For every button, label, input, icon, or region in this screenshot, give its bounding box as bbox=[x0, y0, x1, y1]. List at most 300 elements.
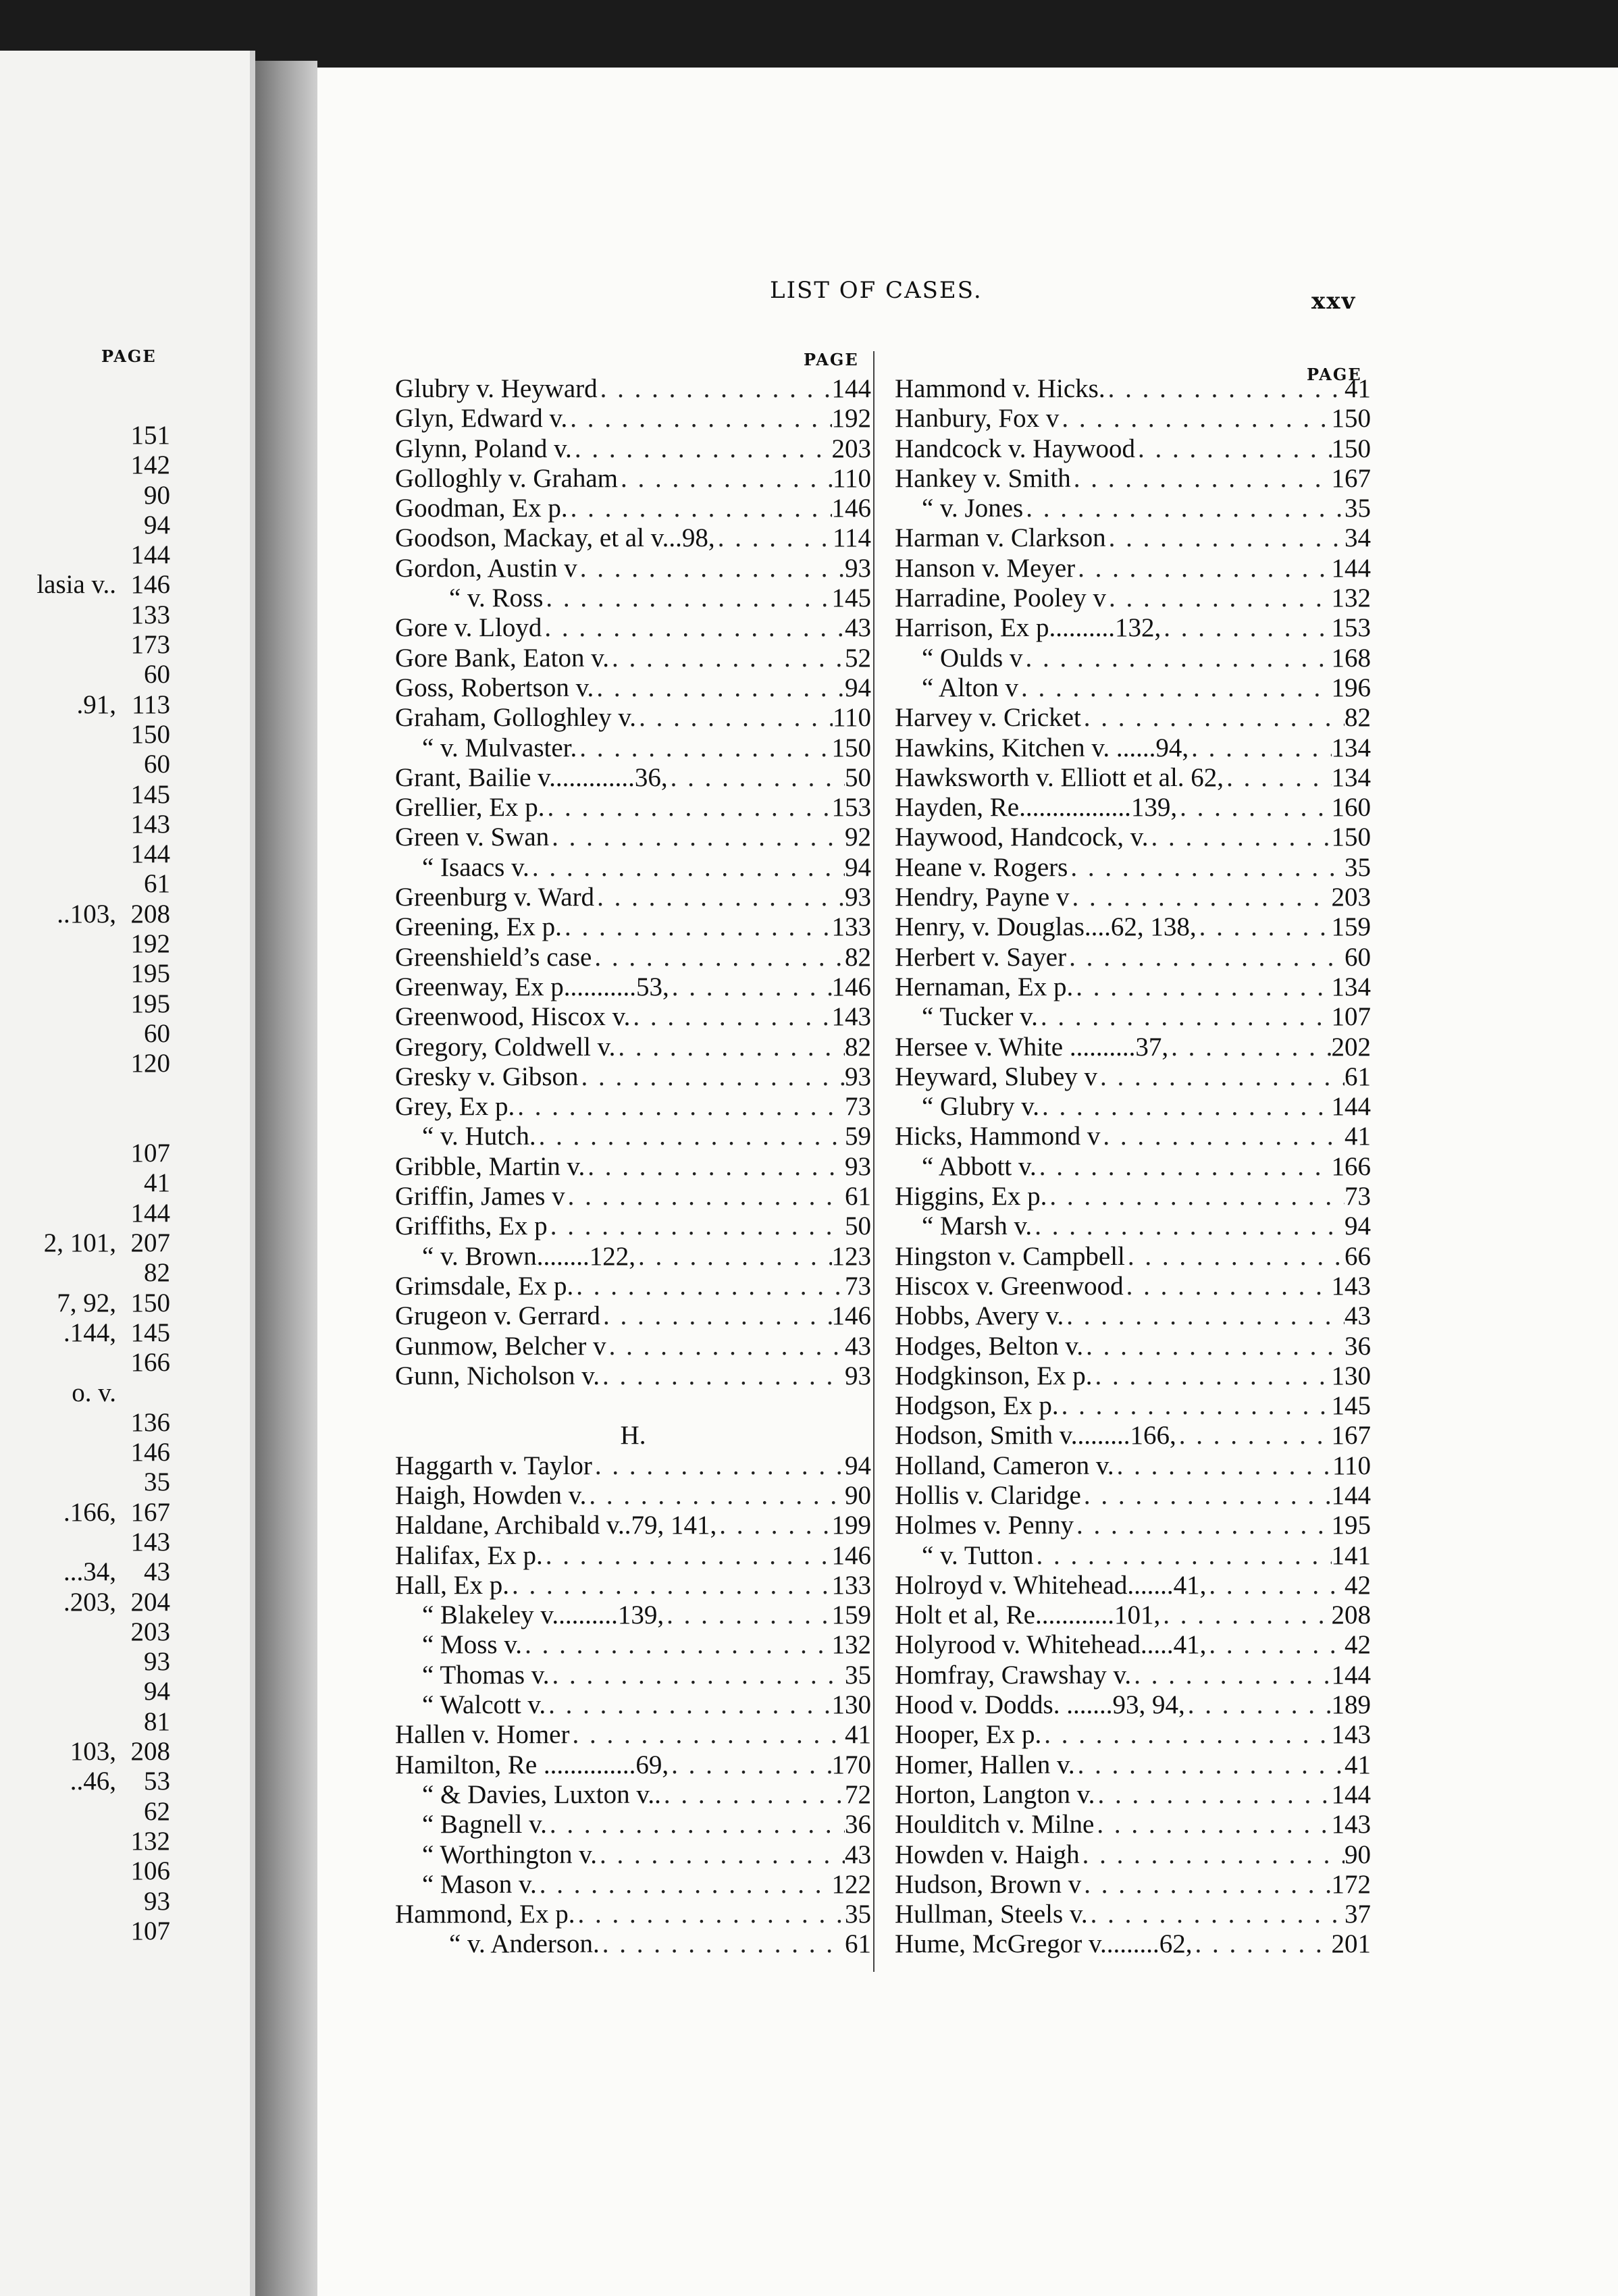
fragment-text: .144, bbox=[63, 1317, 116, 1347]
page-number: 93 bbox=[845, 883, 871, 912]
left-fragment-row bbox=[0, 720, 170, 750]
left-fragment-row bbox=[0, 810, 170, 839]
case-entry bbox=[895, 1211, 1371, 1241]
page-number: 60 bbox=[144, 750, 170, 779]
leader-dots bbox=[1168, 1033, 1331, 1062]
page-number: 167 bbox=[1331, 463, 1371, 493]
left-fragment-row bbox=[0, 1467, 170, 1497]
page-number: 93 bbox=[144, 1647, 170, 1677]
left-fragment-row bbox=[0, 1617, 170, 1647]
case-name: “ Tucker v. bbox=[922, 1002, 1038, 1032]
leader-dots bbox=[1059, 404, 1331, 434]
case-entry bbox=[395, 1033, 871, 1062]
case-entry bbox=[895, 1182, 1371, 1211]
case-entry bbox=[395, 1301, 871, 1331]
case-entry bbox=[395, 1211, 871, 1241]
page-number: 133 bbox=[831, 1570, 871, 1600]
page-number: 192 bbox=[831, 404, 871, 434]
leader-dots bbox=[575, 1900, 845, 1929]
case-name: Heyward, Slubey v bbox=[895, 1062, 1098, 1091]
case-name: Haigh, Howden v. bbox=[395, 1480, 587, 1510]
case-name: Hammond v. Hicks. bbox=[895, 374, 1105, 403]
left-fragment-row bbox=[0, 1139, 170, 1168]
case-entry bbox=[395, 374, 871, 404]
page-number: 153 bbox=[831, 793, 871, 823]
case-entry bbox=[895, 1750, 1371, 1780]
case-entry bbox=[395, 1690, 871, 1720]
case-name: Herbert v. Sayer bbox=[895, 942, 1067, 972]
case-name: “ Moss v. bbox=[422, 1630, 523, 1660]
page-number: 41 bbox=[1345, 1122, 1371, 1151]
page-number: 35 bbox=[845, 1900, 871, 1929]
page-number: 43 bbox=[845, 613, 871, 643]
page-number: 73 bbox=[845, 1271, 871, 1301]
page-number bbox=[116, 1378, 170, 1408]
leader-dots bbox=[567, 404, 831, 434]
leader-dots bbox=[1189, 733, 1331, 763]
page-number: 93 bbox=[144, 1886, 170, 1916]
page-number: 201 bbox=[1331, 1929, 1371, 1959]
case-entry bbox=[895, 554, 1371, 583]
page-number: 160 bbox=[1331, 793, 1371, 823]
case-entry bbox=[395, 1900, 871, 1929]
page-number: 123 bbox=[831, 1241, 871, 1271]
page-number: 144 bbox=[1331, 1779, 1371, 1809]
case-entry bbox=[395, 1630, 871, 1660]
case-name: Hingston v. Campbell bbox=[895, 1241, 1125, 1271]
left-fragment-row bbox=[0, 481, 170, 511]
page-number: 110 bbox=[832, 463, 871, 493]
page-number: 82 bbox=[845, 942, 871, 972]
page-number: 146 bbox=[130, 1438, 170, 1467]
page-number: 150 bbox=[1331, 823, 1371, 852]
leader-dots bbox=[716, 1511, 831, 1540]
case-name: “ & Davies, Luxton v.. bbox=[422, 1779, 661, 1809]
case-entry bbox=[395, 1661, 871, 1690]
left-fragment-row bbox=[0, 540, 170, 570]
left-fragment-row bbox=[0, 600, 170, 630]
case-name: Holland, Cameron v. bbox=[895, 1451, 1114, 1480]
case-entry bbox=[895, 1451, 1371, 1481]
leader-dots bbox=[579, 1062, 845, 1092]
leader-dots bbox=[509, 1571, 832, 1600]
page-number: 93 bbox=[845, 1361, 871, 1390]
page-number: 107 bbox=[130, 1916, 170, 1946]
leader-dots bbox=[537, 1870, 832, 1900]
left-fragment-row bbox=[0, 1228, 170, 1258]
page-number: 113 bbox=[131, 689, 170, 719]
page-number: 143 bbox=[1331, 1810, 1371, 1840]
leader-dots bbox=[572, 434, 832, 464]
page-number: 196 bbox=[1331, 673, 1371, 702]
page-number: 90 bbox=[845, 1480, 871, 1510]
page-number: 61 bbox=[144, 869, 170, 899]
case-entry bbox=[895, 1002, 1371, 1032]
case-name: Golloghly v. Graham bbox=[395, 463, 618, 493]
leader-dots bbox=[1106, 583, 1332, 613]
case-entry bbox=[395, 912, 871, 942]
left-fragment-row bbox=[0, 570, 170, 600]
page-number: 136 bbox=[130, 1407, 170, 1437]
fragment-text: lasia v.. bbox=[36, 570, 116, 600]
page-number: 50 bbox=[845, 1211, 871, 1241]
page-number: 203 bbox=[130, 1617, 170, 1646]
case-entry bbox=[395, 644, 871, 673]
case-entry bbox=[395, 1600, 871, 1630]
page-number: 208 bbox=[130, 899, 170, 929]
page-number: 208 bbox=[130, 1737, 170, 1767]
case-entry bbox=[395, 1720, 871, 1750]
case-name: Heane v. Rogers bbox=[895, 852, 1068, 882]
leader-dots bbox=[1177, 793, 1331, 823]
leader-dots bbox=[1023, 494, 1345, 523]
case-name: Hernaman, Ex p. bbox=[895, 972, 1074, 1001]
case-name: Gribble, Martin v. bbox=[395, 1151, 585, 1181]
leader-dots bbox=[1047, 1182, 1345, 1211]
leader-dots bbox=[1033, 1541, 1331, 1571]
case-entry bbox=[895, 1571, 1371, 1600]
case-name: Hodson, Smith v.........166, bbox=[895, 1421, 1176, 1451]
page-number: 142 bbox=[130, 450, 170, 480]
case-name: Grant, Bailie v.............36, bbox=[395, 762, 668, 792]
leader-dots bbox=[636, 703, 833, 733]
leader-dots bbox=[569, 1720, 845, 1750]
case-entry bbox=[895, 1332, 1371, 1361]
case-name: “ Alton v bbox=[922, 673, 1018, 702]
case-name: “ v. Ross bbox=[449, 583, 544, 613]
case-name: Grimsdale, Ex p. bbox=[395, 1271, 574, 1301]
left-fragment-row bbox=[0, 1827, 170, 1856]
left-fragment-row bbox=[0, 1887, 170, 1916]
page-number: 143 bbox=[831, 1002, 871, 1032]
case-entry bbox=[395, 1182, 871, 1211]
leader-dots bbox=[529, 853, 845, 883]
left-fragment-row bbox=[0, 1318, 170, 1348]
left-fragment-row bbox=[0, 1079, 170, 1109]
page-number: 143 bbox=[130, 809, 170, 839]
case-name: Glyn, Edward v. bbox=[395, 404, 568, 434]
page-number: 204 bbox=[130, 1587, 170, 1617]
page-number: 43 bbox=[144, 1557, 170, 1587]
page-number: 94 bbox=[1345, 1211, 1371, 1241]
case-entry bbox=[395, 434, 871, 464]
leader-dots bbox=[635, 1242, 832, 1272]
page-number: 43 bbox=[845, 1840, 871, 1869]
case-name: “ v. Tutton bbox=[922, 1540, 1034, 1570]
page-number: 42 bbox=[1345, 1630, 1371, 1660]
leader-dots bbox=[1083, 1332, 1345, 1361]
leader-dots bbox=[1124, 1272, 1332, 1301]
page-number: 132 bbox=[1331, 583, 1371, 613]
page-number: 143 bbox=[1331, 1720, 1371, 1750]
left-fragment-row bbox=[0, 750, 170, 779]
case-name: Halifax, Ex p. bbox=[395, 1540, 543, 1570]
case-entry bbox=[395, 943, 871, 972]
case-name: Houlditch v. Milne bbox=[895, 1810, 1095, 1840]
page-number: 143 bbox=[130, 1527, 170, 1557]
page-number: 202 bbox=[1331, 1032, 1371, 1062]
left-fragment-row bbox=[0, 1797, 170, 1827]
page-number: 150 bbox=[130, 719, 170, 749]
page-number: 146 bbox=[831, 494, 871, 523]
leader-dots bbox=[592, 1451, 845, 1481]
page-number: 144 bbox=[1331, 1092, 1371, 1122]
case-entry bbox=[895, 1391, 1371, 1421]
page-number: 35 bbox=[144, 1467, 170, 1497]
left-fragment-row bbox=[0, 630, 170, 660]
page-number: 134 bbox=[1331, 972, 1371, 1001]
case-name: “ Thomas v. bbox=[422, 1660, 550, 1690]
case-name: Hollis v. Claridge bbox=[895, 1480, 1081, 1510]
case-entry bbox=[895, 883, 1371, 912]
case-name: Greening, Ex p. bbox=[395, 912, 562, 942]
case-entry bbox=[395, 464, 871, 494]
fragment-text: .166, bbox=[63, 1497, 116, 1527]
case-entry bbox=[895, 1900, 1371, 1929]
case-entry bbox=[395, 1242, 871, 1272]
case-name: Griffin, James v bbox=[395, 1182, 565, 1211]
leader-dots bbox=[1148, 823, 1331, 852]
leader-dots bbox=[1206, 1630, 1345, 1660]
section-letter: H. bbox=[620, 1421, 646, 1451]
case-name: Hawksworth v. Elliott et al. 62, bbox=[895, 762, 1224, 792]
page-number: 37 bbox=[1345, 1900, 1371, 1929]
page-number: 151 bbox=[130, 421, 170, 450]
case-entry bbox=[895, 434, 1371, 464]
page-number: 93 bbox=[845, 553, 871, 583]
page-number: 132 bbox=[130, 1826, 170, 1856]
leader-dots bbox=[549, 823, 845, 852]
leader-dots bbox=[1081, 703, 1345, 733]
leader-dots bbox=[568, 494, 832, 523]
page-number: 43 bbox=[1345, 1301, 1371, 1331]
page-number: 35 bbox=[1345, 494, 1371, 523]
leader-dots bbox=[715, 523, 833, 553]
page-number bbox=[116, 1079, 170, 1109]
page-number: 42 bbox=[1345, 1570, 1371, 1600]
page-number: 172 bbox=[1331, 1869, 1371, 1899]
case-name: Hullman, Steels v. bbox=[895, 1900, 1088, 1929]
left-fragment-row bbox=[0, 690, 170, 720]
leader-dots bbox=[522, 1630, 831, 1660]
case-name: “ Worthington v. bbox=[422, 1840, 598, 1869]
page-number: 144 bbox=[130, 540, 170, 570]
page-number: 82 bbox=[144, 1258, 170, 1288]
leader-dots bbox=[1094, 1810, 1331, 1840]
section-heading bbox=[395, 1421, 871, 1451]
case-entry bbox=[895, 1630, 1371, 1660]
leader-dots bbox=[1068, 853, 1345, 883]
case-name: “ Abbott v. bbox=[922, 1151, 1037, 1181]
leader-dots bbox=[1023, 644, 1332, 673]
case-entry bbox=[895, 613, 1371, 643]
case-entry bbox=[895, 1272, 1371, 1301]
case-entry bbox=[395, 1152, 871, 1182]
left-fragment-row bbox=[0, 1168, 170, 1198]
page-number: 146 bbox=[831, 1301, 871, 1331]
left-fragment-row bbox=[0, 421, 170, 450]
case-entry bbox=[395, 823, 871, 852]
case-name: Harman v. Clarkson bbox=[895, 523, 1106, 553]
leader-dots bbox=[573, 1272, 845, 1301]
case-name: Green v. Swan bbox=[395, 823, 550, 852]
left-fragment-row bbox=[0, 1647, 170, 1677]
fragment-text: ...34, bbox=[63, 1557, 116, 1587]
page-number: 170 bbox=[831, 1750, 871, 1779]
case-name: “ v. Mulvaster. bbox=[422, 733, 577, 762]
leader-dots bbox=[1075, 554, 1331, 583]
left-fragment-row bbox=[0, 660, 170, 689]
page-number: 94 bbox=[845, 852, 871, 882]
leader-dots bbox=[669, 972, 832, 1002]
case-name: Hicks, Hammond v bbox=[895, 1122, 1101, 1151]
page-number: 94 bbox=[144, 1677, 170, 1706]
case-name: Hall, Ex p. bbox=[395, 1570, 509, 1600]
case-list-column-1 bbox=[395, 374, 871, 1960]
case-entry bbox=[895, 1870, 1371, 1900]
left-fragment-row bbox=[0, 1557, 170, 1587]
fragment-text: o. v. bbox=[72, 1378, 116, 1407]
leader-dots bbox=[609, 644, 845, 673]
leader-dots bbox=[562, 912, 832, 942]
case-name: Gregory, Coldwell v. bbox=[395, 1032, 616, 1062]
case-name: “ Glubry v. bbox=[922, 1092, 1040, 1122]
case-name: Holt et al, Re............101, bbox=[895, 1600, 1161, 1630]
case-name: Hobbs, Avery v. bbox=[895, 1301, 1064, 1331]
leader-dots bbox=[1066, 943, 1345, 972]
left-fragment-row bbox=[0, 1737, 170, 1767]
leader-dots bbox=[585, 1152, 845, 1182]
case-entry bbox=[895, 1600, 1371, 1630]
page-number: 50 bbox=[845, 762, 871, 792]
page-number: 60 bbox=[1345, 942, 1371, 972]
case-entry bbox=[395, 583, 871, 613]
left-fragment-row bbox=[0, 1916, 170, 1946]
case-name: Hodgson, Ex p. bbox=[895, 1391, 1059, 1421]
page-number: 60 bbox=[144, 660, 170, 689]
leader-dots bbox=[1093, 1361, 1332, 1391]
case-name: Greenwood, Hiscox v. bbox=[395, 1002, 631, 1032]
left-fragment-row bbox=[0, 1498, 170, 1528]
case-entry bbox=[395, 972, 871, 1002]
col1-page-label: PAGE bbox=[804, 350, 859, 369]
left-fragment-row bbox=[0, 1707, 170, 1737]
case-entry bbox=[895, 853, 1371, 883]
case-entry bbox=[895, 793, 1371, 823]
page-number: 146 bbox=[831, 1540, 871, 1570]
leader-dots bbox=[1161, 613, 1331, 643]
col2-page-label: PAGE bbox=[1307, 365, 1362, 384]
page-number: 94 bbox=[144, 510, 170, 540]
left-page-label: PAGE bbox=[101, 346, 157, 366]
page-number: 189 bbox=[1331, 1690, 1371, 1720]
case-entry bbox=[895, 374, 1371, 404]
page-folio: xxv bbox=[1311, 288, 1357, 315]
leader-dots bbox=[1105, 374, 1345, 404]
leader-dots bbox=[1100, 1122, 1345, 1151]
page-number: 134 bbox=[1331, 762, 1371, 792]
case-name: Hayden, Re.................139, bbox=[895, 793, 1178, 823]
page-number: 61 bbox=[845, 1182, 871, 1211]
case-entry bbox=[895, 1301, 1371, 1331]
leader-dots bbox=[1125, 1242, 1345, 1272]
case-name: Haldane, Archibald v..79, 141, bbox=[395, 1511, 717, 1540]
leader-dots bbox=[1080, 1840, 1345, 1870]
case-name: Greenshield’s case bbox=[395, 942, 592, 972]
case-name: Holroyd v. Whitehead.......41, bbox=[895, 1570, 1207, 1600]
page-number: 94 bbox=[845, 1451, 871, 1480]
left-fragment-row bbox=[0, 899, 170, 929]
page-number: 41 bbox=[1345, 374, 1371, 403]
page-number bbox=[116, 1109, 170, 1139]
page-number: 82 bbox=[1345, 703, 1371, 733]
leader-dots bbox=[1131, 1661, 1331, 1690]
case-entry bbox=[895, 1421, 1371, 1451]
case-entry bbox=[395, 1571, 871, 1600]
page-number: 52 bbox=[845, 643, 871, 673]
case-name: Greenburg v. Ward bbox=[395, 883, 595, 912]
leader-dots bbox=[565, 1182, 845, 1211]
leader-dots bbox=[597, 1840, 845, 1870]
leader-dots bbox=[592, 943, 845, 972]
page-number: 166 bbox=[1331, 1151, 1371, 1181]
case-name: Hammond, Ex p. bbox=[395, 1900, 575, 1929]
leader-dots bbox=[586, 1481, 845, 1511]
case-name: Hiscox v. Greenwood bbox=[895, 1271, 1124, 1301]
leader-dots bbox=[1041, 1720, 1331, 1750]
case-name: “ Mason v. bbox=[422, 1869, 537, 1899]
case-list-column-2 bbox=[895, 374, 1371, 1960]
case-name: Homer, Hallen v. bbox=[895, 1750, 1075, 1779]
case-name: Gunmow, Belcher v bbox=[395, 1331, 606, 1361]
page-number: 145 bbox=[130, 1317, 170, 1347]
case-entry bbox=[395, 763, 871, 793]
fragment-text: .203, bbox=[63, 1587, 116, 1617]
leader-dots bbox=[661, 1780, 845, 1810]
case-entry bbox=[395, 793, 871, 823]
leader-dots bbox=[600, 1301, 832, 1331]
case-entry bbox=[395, 1062, 871, 1092]
case-name: Hersee v. White ..........37, bbox=[895, 1032, 1169, 1062]
case-entry bbox=[395, 1002, 871, 1032]
case-name: Hamilton, Re ..............69, bbox=[395, 1750, 669, 1779]
case-entry bbox=[895, 1152, 1371, 1182]
page-number: 94 bbox=[845, 673, 871, 702]
case-name: Hallen v. Homer bbox=[395, 1720, 570, 1750]
case-name: Grellier, Ex p. bbox=[395, 793, 545, 823]
left-fragment-row bbox=[0, 1677, 170, 1706]
leader-dots bbox=[1071, 464, 1332, 494]
leader-dots bbox=[1176, 1421, 1332, 1451]
page-number: 150 bbox=[1331, 434, 1371, 463]
case-entry bbox=[395, 673, 871, 703]
case-entry bbox=[395, 1332, 871, 1361]
leader-dots bbox=[543, 1541, 832, 1571]
case-name: Griffiths, Ex p bbox=[395, 1211, 548, 1241]
case-name: Higgins, Ex p. bbox=[895, 1182, 1047, 1211]
case-name: Glubry v. Heyward bbox=[395, 374, 598, 403]
left-fragment-row bbox=[0, 1109, 170, 1139]
page-number: 110 bbox=[832, 703, 871, 733]
page-number: 59 bbox=[845, 1122, 871, 1151]
leader-dots bbox=[577, 554, 845, 583]
page-number: 143 bbox=[1331, 1271, 1371, 1301]
case-name: Gore Bank, Eaton v. bbox=[395, 643, 609, 673]
left-fragment-row bbox=[0, 1408, 170, 1438]
left-fragment-row bbox=[0, 959, 170, 989]
left-fragment-row bbox=[0, 1856, 170, 1886]
left-fragment-row bbox=[0, 1528, 170, 1557]
